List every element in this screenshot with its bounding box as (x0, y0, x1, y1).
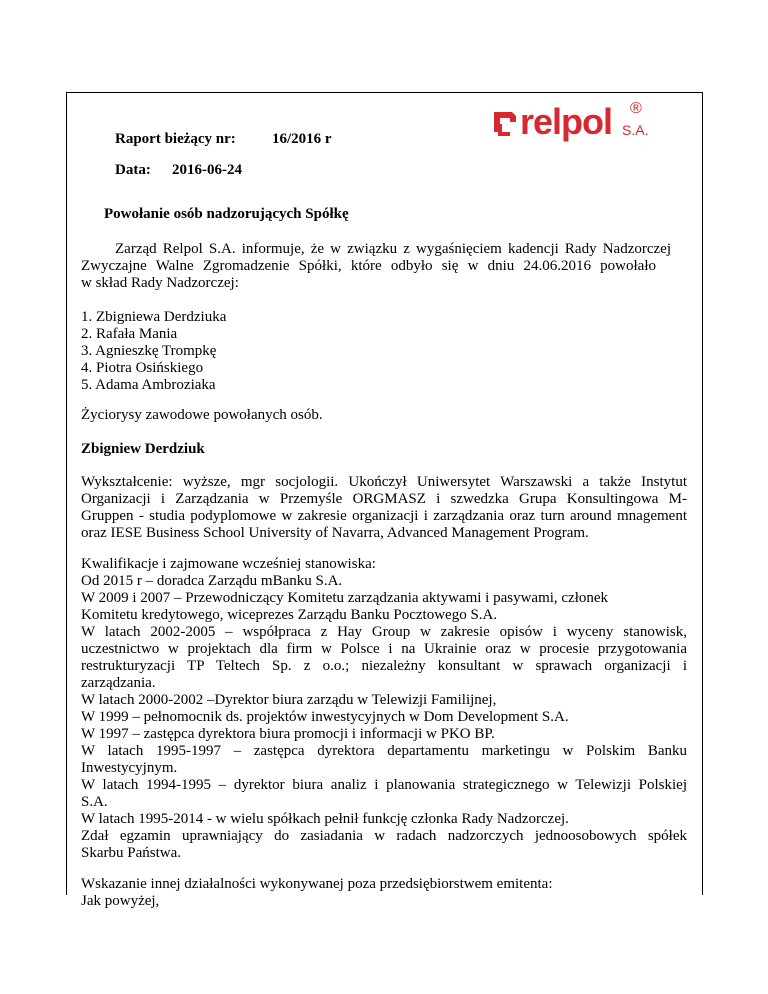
education-line: Wykształcenie: wyższe, mgr socjologii. Ukończył Uniwersytet Warszawski a także Instytut (81, 474, 687, 490)
list-item: 5. Adama Ambroziaka (81, 377, 216, 393)
intro-line-2: Zwyczajne Walne Zgromadzenie Spółki, które odbyło się w dniu 24.06.2016 powołało (81, 258, 656, 274)
intro-line-3: w skład Rady Nadzorczej: (81, 275, 239, 291)
career-line: Od 2015 r – doradca Zarządu mBanku S.A. (81, 573, 343, 589)
career-line: W latach 2000-2002 –Dyrektor biura zarządu w Telewizji Familijnej, (81, 692, 497, 708)
career-line: Komitetu kredytowego, wiceprezes Zarządu Banku Pocztowego S.A. (81, 607, 498, 623)
career-heading: Kwalifikacje i zajmowane wcześniej stanowiska: (81, 556, 376, 572)
career-line: Zdał egzamin uprawniający do zasiadania w radach nadzorczych jednoosobowych spółek (81, 828, 687, 844)
career-line: W latach 2002-2005 – współpraca z Hay Group w zakresie opisów i wyceny stanowisk, (81, 624, 687, 640)
other-activity-heading: Wskazanie innej działalności wykonywanej poza przedsiębiorstwem emitenta: (81, 876, 553, 892)
education-line: oraz IESE Business School University of Navarra, Advanced Management Program. (81, 525, 589, 541)
report-label: Raport bieżący nr: (115, 131, 236, 147)
logo-wordmark: relpol (520, 101, 613, 142)
career-line: Skarbu Państwa. (81, 845, 181, 861)
report-subject: Powołanie osób nadzorujących Spółkę (104, 206, 349, 222)
logo-suffix: S.A. (622, 122, 649, 138)
career-line: Inwestycyjnym. (81, 760, 178, 776)
career-line: uczestnictwo w projektach dla firm w Polsce i na Ukrainie oraz w procesie przygotowania (81, 641, 687, 657)
relpol-logo-icon (490, 108, 520, 138)
career-line: S.A. (81, 794, 108, 810)
list-item: 3. Agnieszkę Trompkę (81, 343, 217, 359)
career-line: W latach 1995-1997 – zastępca dyrektora departamentu marketingu w Polskim Banku (81, 743, 687, 759)
list-item: 2. Rafała Mania (81, 326, 178, 342)
report-number: 16/2016 r (272, 131, 332, 147)
education-line: Organizacji i Zarządzania w Przemyśle ORGMASZ i szwedzka Grupa Konsultingowa M- (81, 491, 687, 507)
date-value: 2016-06-24 (172, 162, 242, 178)
bios-heading: Życiorysy zawodowe powołanych osób. (81, 407, 323, 423)
education-line: Gruppen - studia podyplomowe w zakresie organizacji i zarządzania oraz turn around mnagement (81, 508, 687, 524)
career-line: W latach 1995-2014 - w wielu spółkach pełnił funkcję członka Rady Nadzorczej. (81, 811, 569, 827)
career-line: W 1997 – zastępca dyrektora biura promocji i informacji w PKO BP. (81, 726, 495, 742)
career-line: W latach 1994-1995 – dyrektor biura analiz i planowania strategicznego w Telewizji Polskiej (81, 777, 687, 793)
date-label: Data: (115, 162, 151, 178)
career-line: restrukturyzacji TP Teltech Sp. z o.o.; niezależny konsultant w sprawach organizacji i (81, 658, 687, 674)
career-line: W 1999 – pełnomocnik ds. projektów inwestycyjnych w Dom Development S.A. (81, 709, 569, 725)
company-logo (490, 102, 650, 146)
person-name: Zbigniew Derdziuk (81, 441, 205, 457)
career-line: zarządzania. (81, 675, 156, 691)
career-line: W 2009 i 2007 – Przewodniczący Komitetu zarządzania aktywami i pasywami, członek (81, 590, 609, 606)
registered-mark: ® (630, 100, 642, 117)
other-activity-text: Jak powyżej, (81, 893, 160, 909)
intro-line-1: Zarząd Relpol S.A. informuje, że w związku z wygaśnięciem kadencji Rady Nadzorczej (115, 241, 671, 257)
list-item: 4. Piotra Osińskiego (81, 360, 204, 376)
list-item: 1. Zbigniewa Derdziuka (81, 309, 227, 325)
